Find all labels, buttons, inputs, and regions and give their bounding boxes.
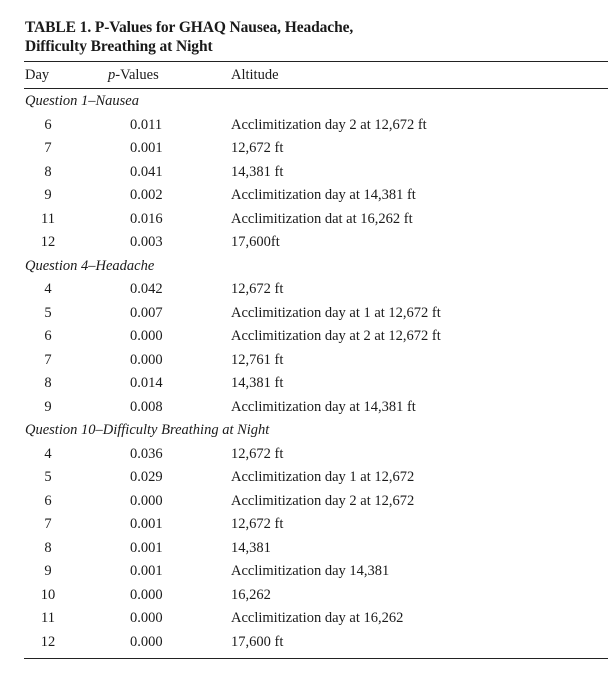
- cell-day: 5: [44, 469, 52, 485]
- cell-p-value: 0.000: [130, 586, 163, 603]
- cell-p-value: 0.016: [130, 210, 163, 227]
- cell-day: 5: [44, 304, 52, 321]
- cell-day: 9: [44, 187, 52, 203]
- table-row: [24, 325, 608, 349]
- header-p-values-suffix: -Values: [115, 66, 159, 83]
- table-row: [24, 490, 608, 514]
- cell-altitude: 12,672 ft: [231, 445, 284, 462]
- table-row: [24, 302, 608, 326]
- table-row: [24, 560, 608, 584]
- cell-altitude: 14,381: [231, 539, 271, 556]
- cell-day: 7: [44, 351, 52, 368]
- cell-altitude: 17,600ft: [231, 234, 280, 250]
- cell-day: 12: [40, 633, 56, 650]
- table-row: [24, 278, 608, 302]
- cell-day: 11: [41, 210, 55, 227]
- cell-day: 9: [44, 398, 52, 415]
- table-row: [24, 161, 608, 185]
- cell-altitude: Acclimitization day at 16,262: [231, 610, 404, 626]
- cell-p-value: 0.007: [130, 304, 163, 321]
- cell-altitude: Acclimitization day 14,381: [231, 563, 390, 579]
- cell-altitude: Acclimitization day 2 at 12,672: [231, 492, 415, 509]
- table-row: [24, 231, 608, 255]
- cell-altitude: 16,262: [231, 586, 271, 603]
- cell-altitude: 12,761 ft: [231, 351, 284, 368]
- cell-day: 4: [44, 445, 52, 462]
- cell-p-value: 0.000: [130, 610, 163, 626]
- cell-day: 10: [40, 586, 56, 603]
- cell-day: 12: [40, 234, 56, 250]
- cell-p-value: 0.000: [130, 351, 163, 368]
- cell-altitude: 14,381 ft: [231, 163, 284, 180]
- cell-p-value: 0.029: [130, 469, 163, 485]
- cell-day: 6: [44, 492, 52, 509]
- cell-altitude: 12,672 ft: [231, 140, 284, 156]
- table-row: [24, 443, 608, 467]
- table-row: [24, 631, 608, 655]
- cell-p-value: 0.003: [130, 234, 163, 250]
- cell-day: 11: [41, 610, 55, 626]
- data-table: [24, 18, 608, 659]
- cell-altitude: Acclimitization day at 2 at 12,672 ft: [231, 328, 441, 344]
- cell-p-value: 0.036: [130, 445, 163, 462]
- cell-p-value: 0.001: [130, 516, 163, 532]
- table-caption: [25, 18, 608, 56]
- header-day: Day: [25, 66, 50, 83]
- table-row: [24, 372, 608, 396]
- bottom-rule: [24, 658, 608, 659]
- table-row: [24, 607, 608, 631]
- table-row: [24, 184, 608, 208]
- header-p-values: p-Values: [108, 66, 159, 83]
- cell-p-value: 0.000: [130, 492, 163, 509]
- table-row: [24, 137, 608, 161]
- cell-altitude: 12,672 ft: [231, 516, 284, 532]
- cell-day: 7: [44, 140, 52, 156]
- cell-altitude: Acclimitization dat at 16,262 ft: [231, 210, 413, 227]
- section-title: Question 4–Headache: [25, 257, 155, 274]
- table-row: [24, 114, 608, 138]
- caption-line-1: TABLE 1. P-Values for GHAQ Nausea, Headache,: [25, 19, 354, 36]
- cell-altitude: Acclimitization day 1 at 12,672: [231, 469, 415, 485]
- cell-altitude: Acclimitization day at 1 at 12,672 ft: [231, 304, 441, 321]
- cell-p-value: 0.011: [130, 116, 163, 133]
- table-body: [24, 89, 608, 654]
- table-row: [24, 208, 608, 232]
- cell-day: 7: [44, 516, 52, 532]
- section-title: Question 10–Difficulty Breathing at Night: [25, 422, 270, 438]
- table-row: [24, 466, 608, 490]
- cell-p-value: 0.001: [130, 539, 163, 556]
- cell-day: 6: [44, 116, 52, 133]
- cell-p-value: 0.014: [130, 375, 163, 391]
- table-header: [24, 62, 608, 88]
- cell-p-value: 0.008: [130, 398, 163, 415]
- cell-altitude: Acclimitization day 2 at 12,672 ft: [231, 116, 427, 133]
- cell-altitude: Acclimitization day at 14,381 ft: [231, 187, 416, 203]
- cell-day: 4: [44, 281, 52, 297]
- table-row: [24, 513, 608, 537]
- cell-p-value: 0.042: [130, 281, 163, 297]
- cell-day: 9: [44, 563, 52, 579]
- cell-p-value: 0.002: [130, 187, 163, 203]
- cell-day: 6: [44, 328, 52, 344]
- cell-p-value: 0.001: [130, 140, 163, 156]
- cell-p-value: 0.041: [130, 163, 163, 180]
- table-row: [24, 396, 608, 420]
- caption-line-2: Difficulty Breathing at Night: [25, 38, 213, 55]
- header-altitude: Altitude: [231, 66, 279, 83]
- cell-altitude: 12,672 ft: [231, 281, 284, 297]
- cell-p-value: 0.000: [130, 633, 163, 650]
- cell-day: 8: [44, 539, 52, 556]
- cell-altitude: 17,600 ft: [231, 633, 284, 650]
- cell-altitude: Acclimitization day at 14,381 ft: [231, 398, 416, 415]
- cell-day: 8: [44, 375, 52, 391]
- cell-altitude: 14,381 ft: [231, 375, 284, 391]
- table-row: [24, 537, 608, 561]
- cell-day: 8: [44, 163, 52, 180]
- section-title: Question 1–Nausea: [25, 93, 139, 109]
- cell-p-value: 0.001: [130, 563, 163, 579]
- table-row: [24, 584, 608, 608]
- table-row: [24, 349, 608, 373]
- cell-p-value: 0.000: [130, 328, 163, 344]
